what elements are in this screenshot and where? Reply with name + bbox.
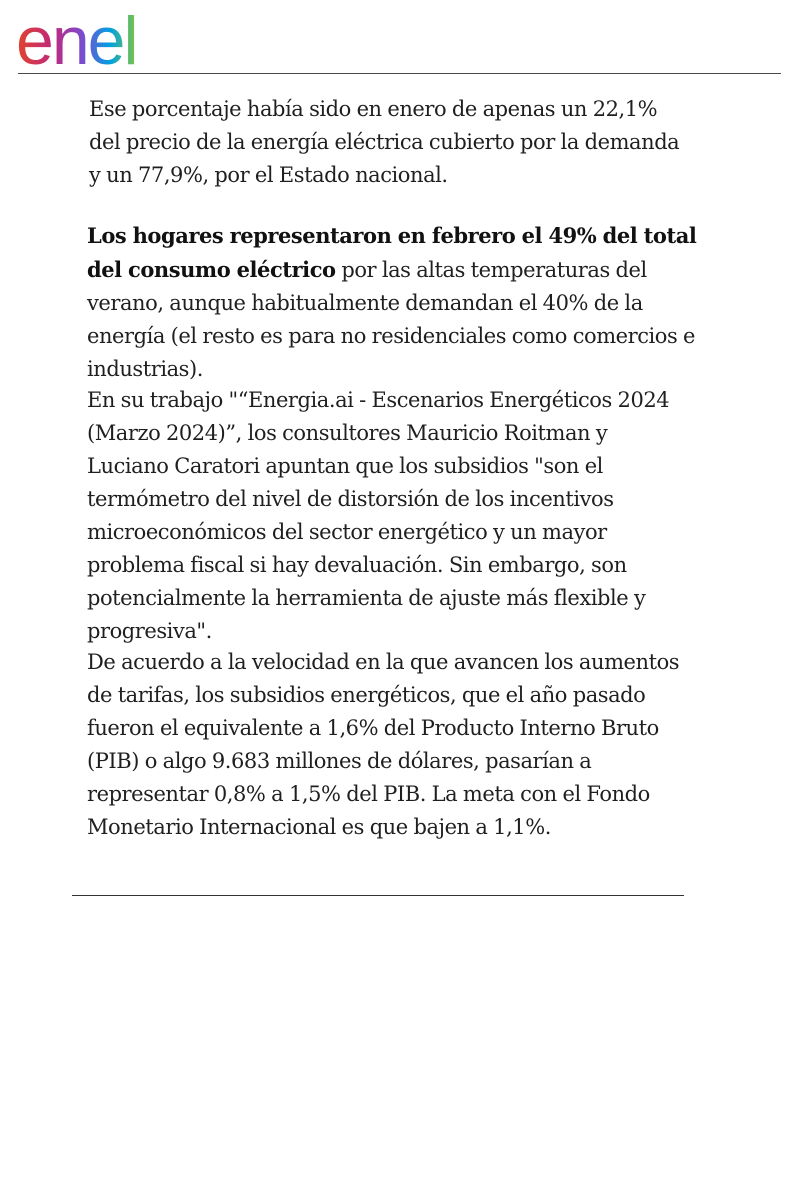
enel-logo-text: enel: [16, 8, 137, 68]
article-paragraph-2-text: por las altas temperaturas del verano, aunque habitualmente demandan el 40% de la energía (el resto es para no residenciales como comercios e industrias).: [87, 258, 696, 381]
article-paragraph-2: [87, 219, 699, 386]
article-end-divider: [72, 895, 684, 896]
header-divider: [18, 73, 781, 74]
enel-logo[interactable]: [16, 8, 180, 68]
site-header: [0, 0, 800, 76]
article-paragraph-1: Ese porcentaje había sido en enero de apenas un 22,1% del precio de la energía eléctrica cubierto por la demanda y un 77,9%, por el Estado nacional.: [89, 97, 680, 187]
article-paragraph-2-highlight: Los hogares representaron en febrero el 49% del total del consumo eléctrico: [87, 223, 697, 282]
article-paragraph-4: De acuerdo a la velocidad en la que avancen los aumentos de tarifas, los subsidios energéticos, que el año pasado fueron el equivalente a 1,6% del Producto Interno Bruto (PIB) o algo 9.683 millones de dólares, pasarían a representar 0,8% a 1,5% del PIB. La meta con el Fondo Monetario Internacional es que bajen a 1,1%.: [87, 650, 680, 839]
article-paragraph-3: En su trabajo "“Energia.ai - Escenarios Energéticos 2024 (Marzo 2024)”, los consultores Mauricio Roitman y Luciano Caratori apuntan que los subsidios "son el termómetro del nivel de distorsión de los incentivos microeconómicos del sector energético y un mayor problema fiscal si hay devaluación. Sin embargo, son potencialmente la herramienta de ajuste más flexible y progresiva".: [87, 388, 670, 643]
